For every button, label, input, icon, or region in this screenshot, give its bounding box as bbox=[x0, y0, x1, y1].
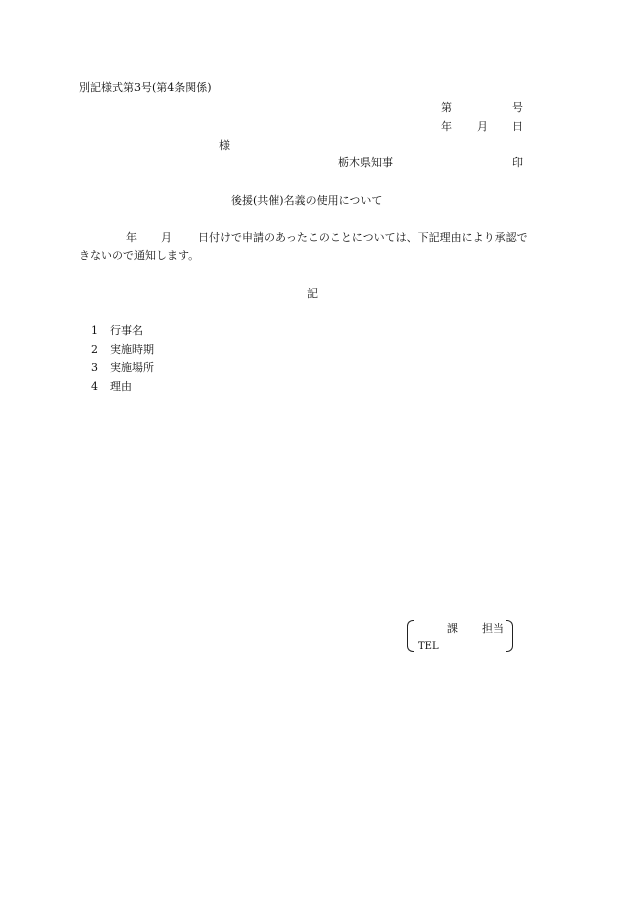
contact-tel: TEL bbox=[418, 641, 439, 652]
body-month: 月 bbox=[161, 231, 172, 244]
item-label: 実施時期 bbox=[110, 343, 154, 356]
document-number-suffix: 号 bbox=[512, 101, 523, 114]
sender-name: 栃木県知事 bbox=[338, 156, 393, 169]
item-number: 3 bbox=[91, 361, 98, 374]
item-number: 1 bbox=[91, 324, 98, 337]
contact-section: 課 bbox=[447, 622, 458, 635]
document-title: 後援(共催)名義の使用について bbox=[231, 194, 383, 207]
item-label: 行事名 bbox=[110, 324, 143, 337]
form-label: 別記様式第3号(第4条関係) bbox=[79, 81, 212, 94]
document-number-prefix: 第 bbox=[441, 101, 452, 114]
date-year: 年 bbox=[441, 120, 452, 133]
addressee-suffix: 様 bbox=[219, 139, 230, 152]
seal-mark: 印 bbox=[512, 156, 523, 169]
body-text-line-2: きないので通知します。 bbox=[79, 249, 200, 262]
item-label: 実施場所 bbox=[110, 361, 154, 374]
item-number: 2 bbox=[91, 343, 98, 356]
item-label: 理由 bbox=[110, 380, 132, 393]
right-bracket bbox=[506, 620, 513, 652]
ki-heading: 記 bbox=[307, 287, 318, 300]
date-day: 日 bbox=[512, 120, 523, 133]
body-year: 年 bbox=[126, 231, 137, 244]
item-number: 4 bbox=[91, 380, 98, 393]
date-month: 月 bbox=[477, 120, 488, 133]
left-bracket bbox=[407, 620, 414, 652]
body-text-line-1: 日付けで申請のあったこのことについては、下記理由により承認で bbox=[198, 231, 528, 244]
contact-person: 担当 bbox=[482, 622, 504, 635]
